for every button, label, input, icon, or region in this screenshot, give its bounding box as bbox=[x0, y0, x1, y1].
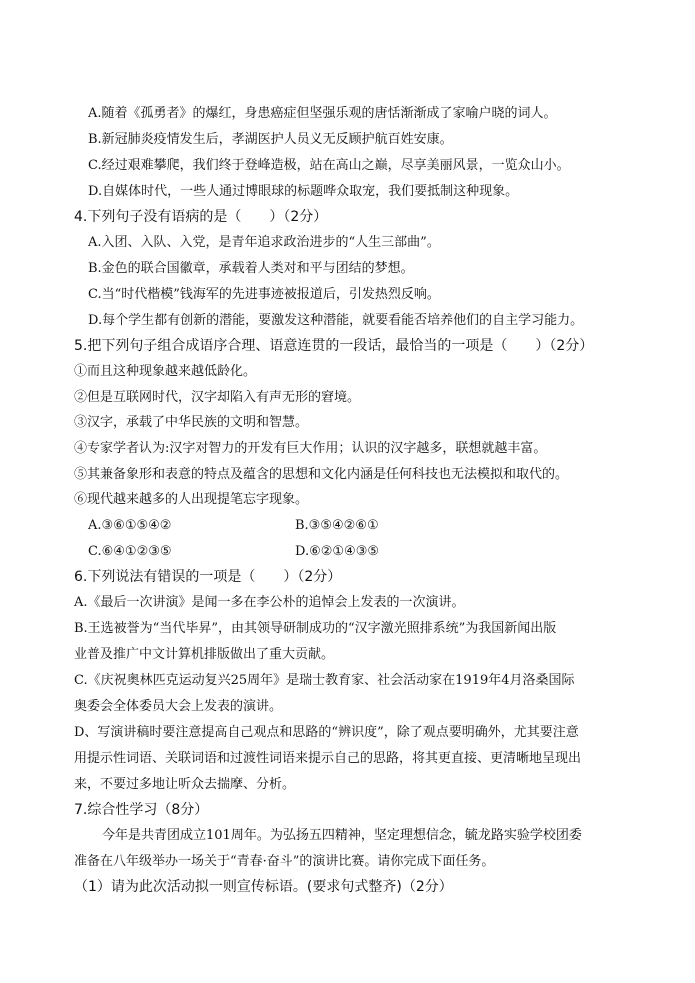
q5-sentence-3: ③汉字，承载了中华民族的文明和智慧。 bbox=[74, 415, 309, 430]
q6-option-b-line1: B.王选被誉为“当代毕昇”，由其领导研制成功的“汉字激光照排系统”为我国新闻出版 bbox=[74, 621, 557, 636]
q5-option-c: C.⑥④①②③⑤ bbox=[88, 544, 172, 559]
q3-option-c: C.经过艰难攀爬，我们终于登峰造极，站在高山之巅，尽享美丽风景，一览众山小。 bbox=[88, 158, 570, 173]
q4-option-d: D.每个学生都有创新的潜能，要激发这种潜能，就要看能否培养他们的自主学习能力。 bbox=[88, 313, 584, 328]
q4-stem: 4.下列句子没有语病的是（ ）（2分） bbox=[74, 209, 328, 225]
q7-paragraph-line2: 准备在八年级举办一场关于“青春·奋斗”的演讲比赛。请你完成下面任务。 bbox=[74, 854, 495, 869]
q6-option-b-line2: 业普及推广中文计算机排版做出了重大贡献。 bbox=[74, 647, 335, 662]
q5-sentence-5: ⑤其兼备象形和表意的特点及蕴含的思想和文化内涵是任何科技也无法模拟和取代的。 bbox=[74, 467, 569, 482]
q5-sentence-4: ④专家学者认为:汉字对智力的开发有巨大作用；认识的汉字越多，联想就越丰富。 bbox=[74, 441, 547, 456]
q5-sentence-6: ⑥现代越来越多的人出现提笔忘字现象。 bbox=[74, 492, 309, 507]
q7-stem: 7.综合性学习（8分） bbox=[74, 802, 209, 818]
q5-option-d: D.⑥②①④③⑤ bbox=[295, 544, 380, 559]
q7-paragraph-line1: 今年是共青团成立101周年。为弘扬五四精神，坚定理想信念，毓龙路实验学校团委 bbox=[102, 828, 582, 843]
q3-option-a: A.随着《孤勇者》的爆红，身患癌症但坚强乐观的唐恬渐渐成了家喻户晓的词人。 bbox=[88, 106, 557, 121]
q5-option-a: A.③⑥①⑤④② bbox=[88, 518, 172, 533]
q6-option-a: A.《最后一次讲演》是闻一多在李公朴的追悼会上发表的一次演讲。 bbox=[74, 595, 465, 610]
q6-option-c-line2: 奥委会全体委员大会上发表的演讲。 bbox=[74, 699, 283, 714]
q3-option-b: B.新冠肺炎疫情发生后，孝湖医护人员义无反顾护航百姓安康。 bbox=[88, 132, 453, 147]
q5-sentence-2: ②但是互联网时代，汉字却陷入有声无形的窘境。 bbox=[74, 390, 361, 405]
q4-option-a: A.入团、入队、入党，是青年追求政治进步的“人生三部曲”。 bbox=[88, 235, 440, 250]
q6-option-d-line1: D、写演讲稿时要注意提高自己观点和思路的“辨识度”，除了观点要明确外，尤其要注意 bbox=[74, 725, 579, 740]
q6-stem: 6.下列说法有错误的一项是（ ）（2分） bbox=[74, 569, 342, 585]
q5-sentence-1: ①而且这种现象越来越低龄化。 bbox=[74, 364, 257, 379]
q4-option-b: B.金色的联合国徽章，承载着人类对和平与团结的梦想。 bbox=[88, 261, 414, 276]
q6-option-d-line2: 用提示性词语、关联词语和过渡性词语来提示自己的思路，将其更直接、更清晰地呈现出 bbox=[74, 751, 582, 766]
q5-stem: 5.把下列句子组合成语序合理、语意连贯的一段话，最恰当的一项是（ ）（2分） bbox=[74, 338, 594, 354]
q3-option-d: D.自媒体时代，一些人通过博眼球的标题哗众取宠，我们要抵制这种现象。 bbox=[88, 184, 519, 199]
q4-option-c: C.当“时代楷模”钱海军的先进事迹被报道后，引发热烈反响。 bbox=[88, 287, 440, 302]
q6-option-d-line3: 来，不要过多地让听众去揣摩、分析。 bbox=[74, 777, 296, 792]
q6-option-c-line1: C.《庆祝奥林匹克运动复兴25周年》是瑞士教育家、社会活动家在1919年4月洛桑国际 bbox=[74, 673, 575, 688]
q5-option-b: B.③⑤④②⑥① bbox=[295, 518, 379, 533]
q7-task-1: （1）请为此次活动拟一则宣传标语。(要求句式整齐)（2分） bbox=[74, 879, 453, 895]
